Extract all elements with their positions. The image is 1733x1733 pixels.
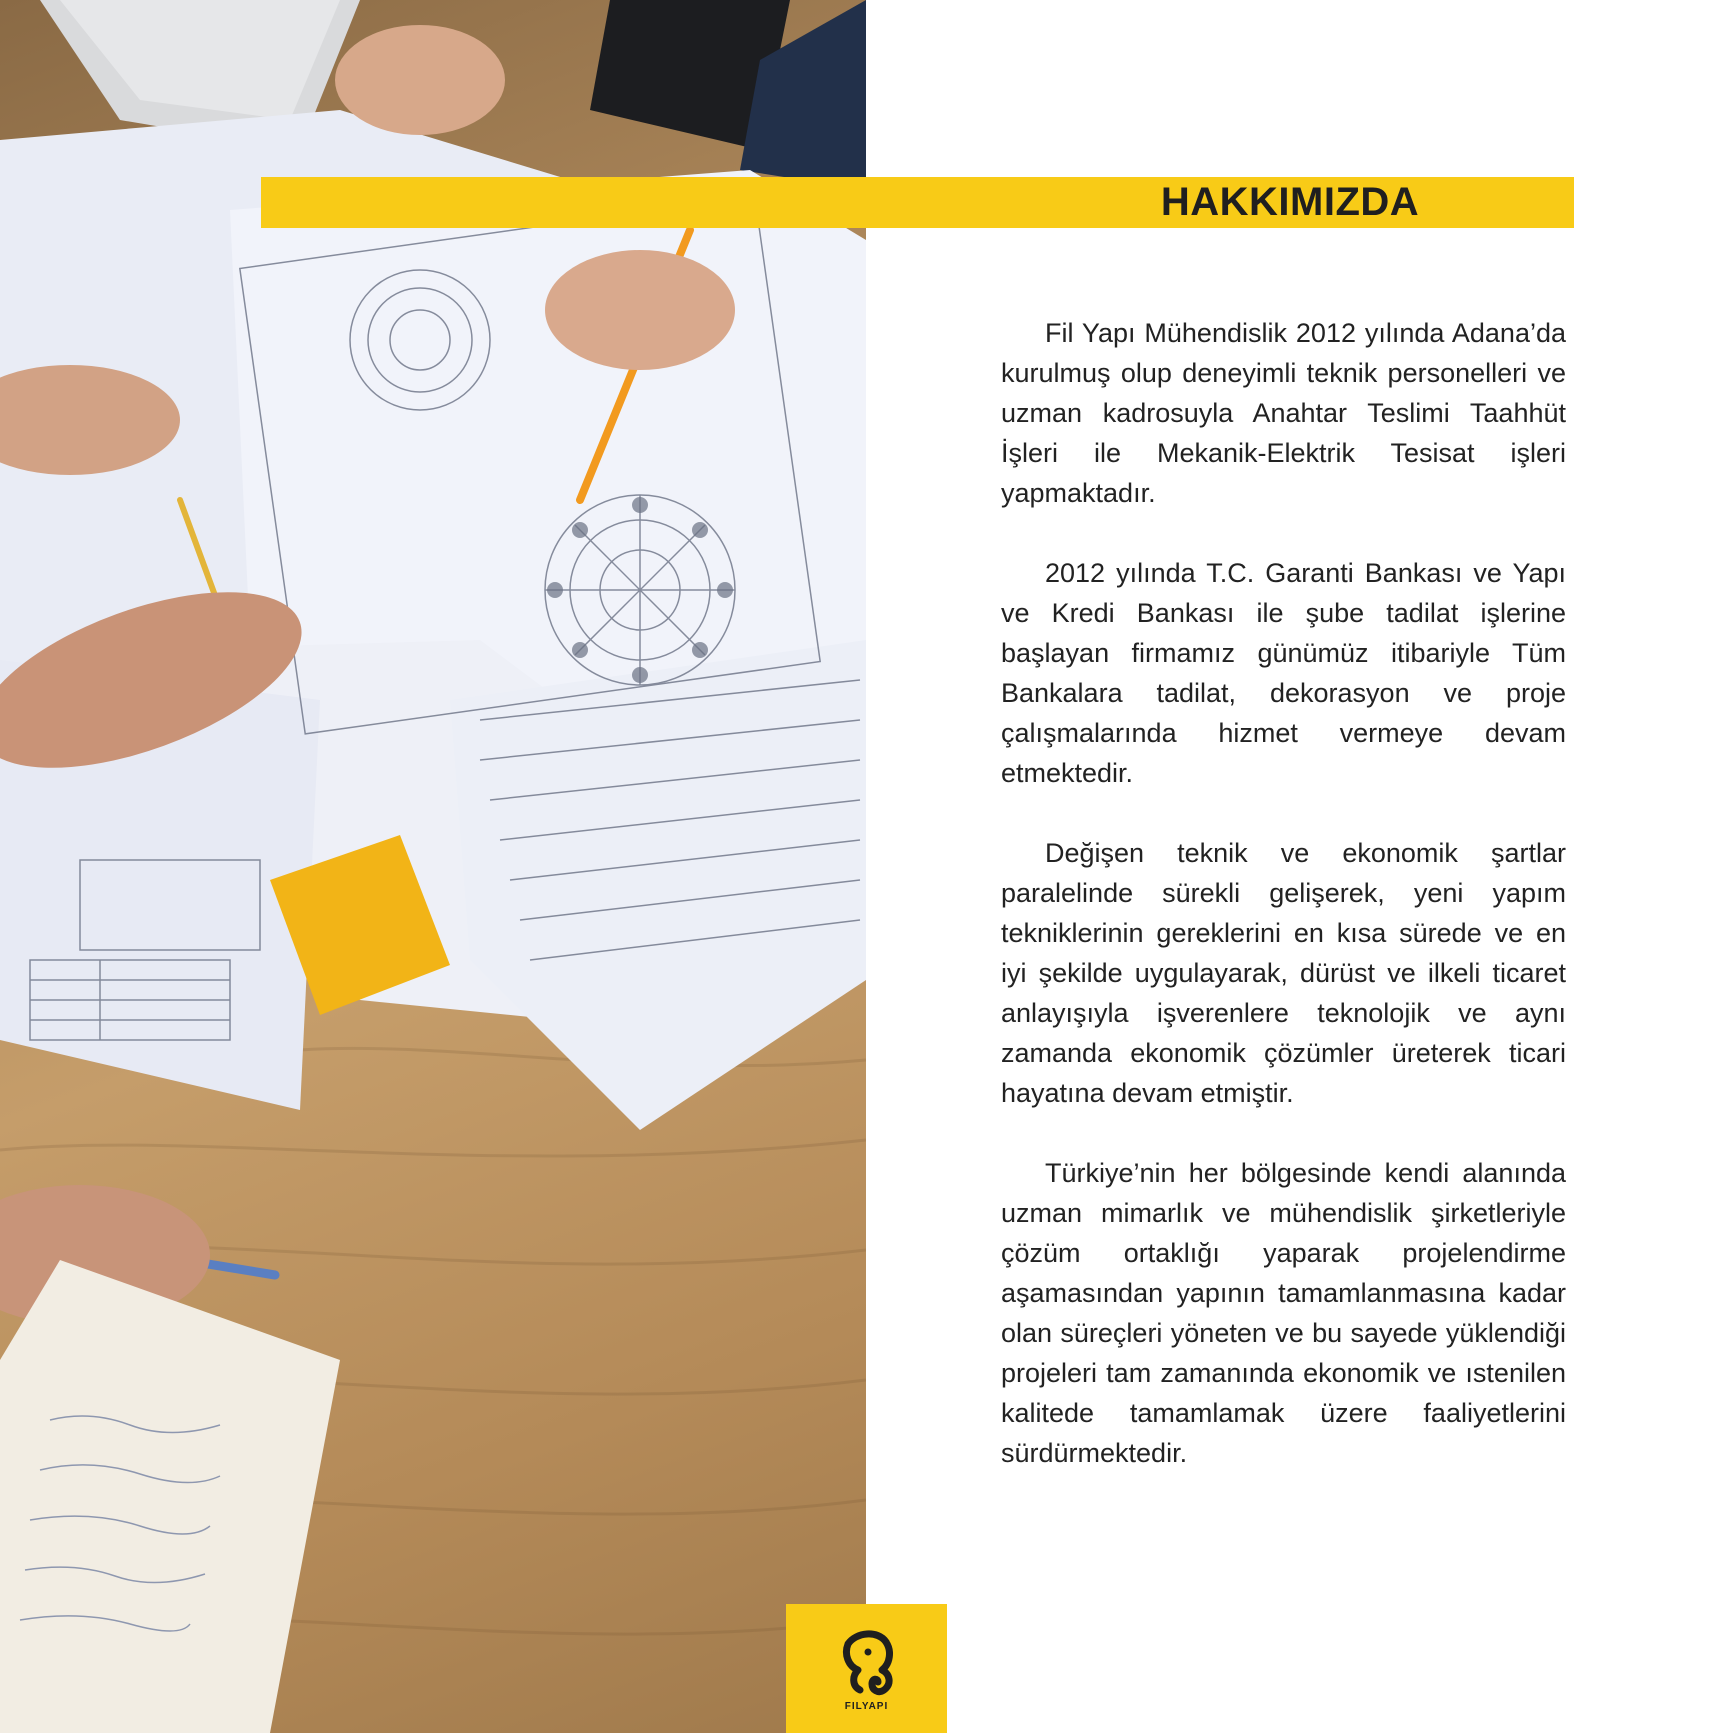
page-title: HAKKIMIZDA	[1160, 180, 1420, 224]
paragraph-banks: 2012 yılında T.C. Garanti Bankası ve Yapı ve Kredi Bankası ile şube tadilat işlerine başlayan firmamız günümüz itibariyle Tüm Bankalara tadilat, dekorasyon ve proje çalışmalarında hizmet vermeye devam etmektedir.	[1001, 558, 1566, 788]
elephant-icon	[786, 1604, 947, 1733]
logo-text: FILYAPI	[844, 1701, 889, 1712]
paragraph-partnerships: Türkiye’nin her bölgesinde kendi alanında uzman mimarlık ve mühendislik şirketleriyle çözüm ortaklığı yaparak projelendirme aşamasından yapının tamamlanmasına kadar olan süreçleri yöneten ve bu sayede yüklendiği projeleri tam zamanında ekonomik ve ıstenilen kalitede tamamlamak üzere faaliyetlerini sürdürmektedir.	[1001, 1158, 1566, 1468]
blueprint-illustration	[0, 0, 866, 1733]
blueprint-photo	[0, 0, 866, 1733]
paragraph-development: Değişen teknik ve ekonomik şartlar paralelinde sürekli gelişerek, yeni yapım tekniklerinin gereklerini en kısa sürede ve en iyi şekilde uygulayarak, dürüst ve ilkeli ticaret anlayışıyla işverenlere teknolojik ve aynı zamanda ekonomik çözümler üreterek ticari hayatına devam etmiştir.	[1001, 838, 1566, 1108]
logo	[786, 1604, 947, 1733]
about-text	[1001, 313, 1566, 1513]
paragraph-intro: Fil Yapı Mühendislik 2012 yılında Adana’da kurulmuş olup deneyimli teknik personelleri ve uzman kadrosuyla Anahtar Teslimi Taahhüt İşleri ile Mekanik-Elektrik Tesisat işleri yapmaktadır.	[1001, 318, 1566, 508]
